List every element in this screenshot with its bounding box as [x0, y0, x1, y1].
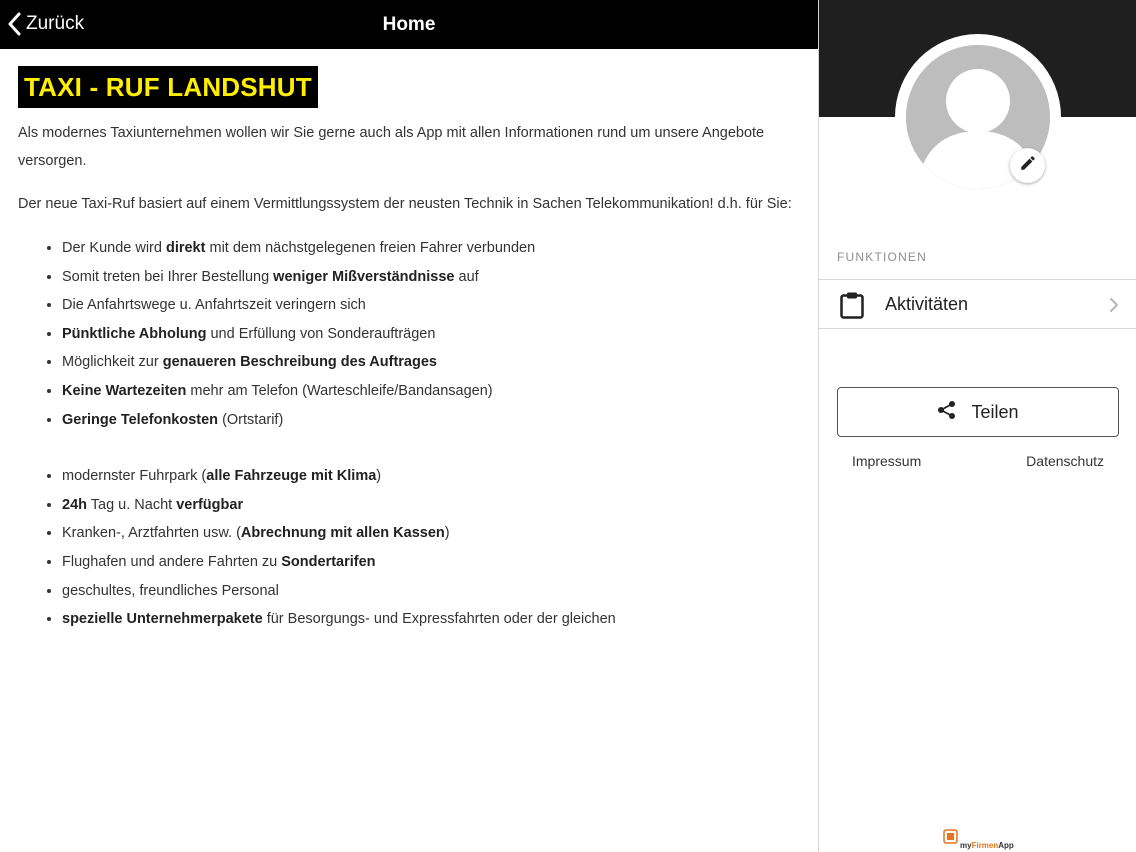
list-item-text: mit dem nächstgelegenen freien Fahrer verbunden — [205, 240, 536, 256]
list-item-text: Flughafen und andere Fahrten zu — [62, 553, 282, 570]
list-item — [62, 491, 803, 520]
emphasis-text: genaueren Beschreibung des Auftrages — [162, 354, 437, 371]
share-button[interactable] — [837, 387, 1119, 437]
brand-text-accent: Firmen — [971, 841, 999, 850]
list-item — [62, 462, 803, 491]
list-item-text: mehr am Telefon (Warteschleife/Bandansagen) — [186, 382, 493, 399]
list-item-text: geschultes, freundliches Personal — [62, 582, 279, 599]
back-button-label: Zurück — [26, 13, 85, 34]
list-item — [62, 605, 803, 634]
list-item — [62, 577, 803, 606]
list-item-text: auf — [454, 268, 479, 285]
list-item-text: Somit treten bei Ihrer Bestellung — [62, 268, 274, 285]
menu-item-aktivitaeten[interactable] — [819, 279, 1136, 329]
edit-avatar-button[interactable] — [1010, 148, 1045, 183]
back-button[interactable] — [8, 9, 84, 39]
emphasis-text: Abrechnung mit allen Kassen — [240, 525, 445, 542]
emphasis-text: alle Fahrzeuge mit Klima — [206, 468, 377, 485]
emphasis-text: spezielle Unternehmerpakete — [62, 611, 263, 628]
app-logo-icon — [943, 829, 959, 850]
list-item-text: Tag u. Nacht — [87, 496, 177, 513]
list-item — [62, 234, 803, 263]
pencil-icon — [1019, 154, 1037, 177]
datenschutz-link[interactable]: Datenschutz — [1026, 453, 1104, 469]
list-item-text: ) — [444, 525, 450, 542]
list-item-text: Kranken-, Arztfahrten usw. ( — [62, 525, 241, 542]
emphasis-text: 24h — [62, 496, 87, 513]
emphasis-text: Keine Wartezeiten — [62, 382, 187, 399]
chevron-left-icon — [8, 12, 22, 36]
headline: TAXI - RUF LANDSHUT — [18, 66, 318, 108]
list-item-text: Möglichkeit zur — [62, 354, 163, 371]
list-item-text: (Ortstarif) — [218, 411, 284, 428]
page-content — [18, 66, 803, 634]
benefits-list — [18, 234, 803, 434]
chevron-right-icon — [1109, 297, 1119, 318]
list-item — [62, 291, 803, 320]
list-item — [62, 406, 803, 435]
share-icon — [937, 400, 957, 425]
emphasis-text: Geringe Telefonkosten — [62, 411, 219, 428]
page-title: Home — [382, 14, 436, 35]
emphasis-text: direkt — [165, 240, 206, 256]
section-label-funktionen: FUNKTIONEN — [837, 250, 927, 264]
list-item — [62, 377, 803, 406]
emphasis-text: Pünktliche Abholung — [62, 325, 207, 342]
list-item-text: für Besorgungs- und Expressfahrten oder der gleichen — [262, 611, 616, 628]
list-item-text: Die Anfahrtswege u. Anfahrtszeit veringern sich — [62, 297, 366, 314]
emphasis-text: Sondertarifen — [281, 553, 376, 570]
list-item — [62, 320, 803, 349]
brand-text — [960, 841, 1014, 850]
sidebar-panel — [818, 0, 1136, 852]
list-item-text: Der Kunde wird — [62, 240, 166, 256]
emphasis-text: weniger Mißverständnisse — [273, 268, 455, 285]
services-list — [18, 462, 803, 634]
list-item-text: und Erfüllung von Sonderaufträgen — [206, 325, 436, 342]
list-item-text: ) — [376, 468, 382, 485]
description-paragraph: Der neue Taxi-Ruf basiert auf einem Vermittlungssystem der neusten Technik in Sachen Telekommunikation! d.h. für Sie: — [18, 196, 792, 212]
brand-text-prefix: my — [960, 841, 972, 850]
emphasis-text: verfügbar — [176, 496, 244, 513]
clipboard-icon — [839, 291, 865, 324]
list-item — [62, 548, 803, 577]
brand-footer — [943, 834, 1014, 850]
brand-text-suffix: App — [998, 841, 1014, 850]
list-item — [62, 519, 803, 548]
list-item — [62, 263, 803, 292]
list-item — [62, 348, 803, 377]
list-item-text: modernster Fuhrpark ( — [62, 468, 207, 485]
menu-item-label: Aktivitäten — [885, 294, 969, 314]
impressum-link[interactable]: Impressum — [852, 453, 922, 469]
share-button-label: Teilen — [971, 401, 1019, 422]
navigation-bar — [0, 0, 818, 49]
intro-paragraph: Als modernes Taxiunternehmen wollen wir Sie gerne auch als App mit allen Informationen rund um unsere Angebote versorgen. — [18, 125, 765, 169]
